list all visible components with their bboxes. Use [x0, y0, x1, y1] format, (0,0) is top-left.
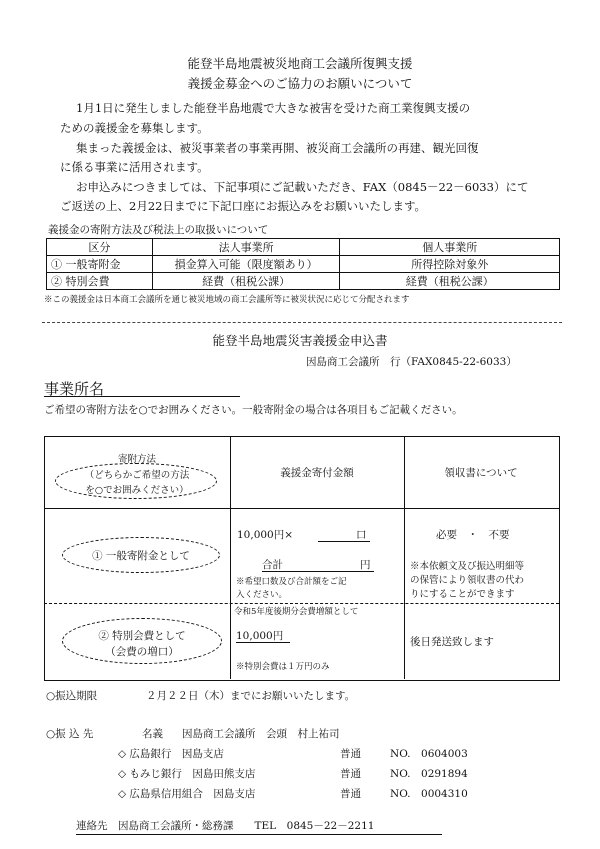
- deadline-label: ○振込期限: [46, 690, 98, 702]
- unit-price: 10,000円×: [237, 529, 294, 541]
- special-fee-note: ※特別会費は１万円のみ: [236, 662, 330, 672]
- special-fee-receipt: 後日発送致します: [410, 636, 494, 648]
- special-fee-amount: 10,000円: [236, 630, 284, 642]
- col-amount-header: 義援金寄付金額: [280, 467, 354, 479]
- intro-line: 1月1日に発生しました能登半島地震で大きな被害を受けた商工業復興支援の: [76, 101, 471, 115]
- table-cell: 損金算入可能（限度額あり）: [152, 256, 340, 273]
- total-suffix: 円: [360, 559, 371, 571]
- total-label: 合計: [262, 559, 283, 571]
- bank-name: ◇ 広島県信用組合 因島支店: [118, 788, 256, 800]
- table-cell: 経費（租税公課）: [340, 273, 560, 290]
- intro-line: お申込みにつきましては、下記事項にご記載いただき、FAX（0845－22－6033）にて: [76, 180, 529, 194]
- bank-name: ◇ もみじ銀行 因島田熊支店: [118, 768, 256, 780]
- account-type: 普通: [340, 788, 361, 800]
- tax-table: [46, 238, 560, 290]
- special-fee-sublabel: （会費の増口）: [105, 646, 179, 658]
- notice-title-line2: 義援金募金へのご協力のお願いについて: [187, 76, 413, 91]
- bank-name: ◇ 広島銀行 因島支店: [118, 748, 224, 760]
- receipt-note: の保管により領収書の代わ: [410, 575, 525, 586]
- account-type: 普通: [340, 768, 361, 780]
- col-receipt-header: 領収書について: [444, 467, 518, 479]
- receipt-note: りにすることができます: [410, 589, 515, 600]
- special-fee-label: ② 特別会費として: [98, 630, 186, 642]
- units-suffix: 口: [356, 529, 367, 541]
- receipt-options[interactable]: 必要 ・ 不要: [436, 529, 510, 541]
- intro-line: ための義援金を募集します。: [60, 121, 209, 135]
- account-number: NO. 0004310: [390, 788, 468, 800]
- table-cell: ② 特別会費: [47, 273, 153, 290]
- col-method-header: （どちらかご希望の方法: [84, 470, 190, 481]
- table-header-row: [47, 239, 560, 256]
- amount-note: 入ください。: [236, 590, 288, 600]
- tax-table-note: ※この義援金は日本商工会議所を通じ被災地域の商工会議所等に被災状況に応じて分配されます: [44, 295, 410, 305]
- office-name-label: 事業所名: [44, 380, 105, 398]
- row-divider: [44, 508, 559, 509]
- transfer-label: ○振 込 先: [46, 728, 94, 740]
- special-fee-period: 令和5年度後期分会費増額として: [234, 607, 359, 617]
- account-number: NO. 0291894: [390, 768, 468, 780]
- account-number: NO. 0604003: [390, 748, 468, 760]
- notice-title-line1: 能登半島地震被災地商工会議所復興支援: [187, 56, 413, 71]
- table-row: [47, 256, 560, 273]
- account-name-label: 名義: [142, 728, 163, 740]
- form-title: 能登半島地震災害義援金申込書: [212, 333, 388, 348]
- form-recipient: 因島商工会議所 行（FAX0845-22-6033）: [306, 356, 517, 368]
- amount-note: ※希望口数及び合計額をご記: [236, 577, 347, 587]
- table-header-cell: 法人事業所: [152, 239, 340, 256]
- table-row: [47, 273, 560, 290]
- table-cell: 所得控除対象外: [340, 256, 560, 273]
- tax-table-caption: 義援金の寄附方法及び税法上の取扱いについて: [48, 224, 269, 236]
- form-instruction: ご希望の寄附方法を○でお囲みください。一般寄附金の場合は各項目もご記載ください。: [44, 404, 463, 416]
- special-fee-underline: [236, 642, 290, 643]
- table-cell: 経費（租税公課）: [152, 273, 340, 290]
- office-name-field[interactable]: [44, 396, 240, 397]
- account-name: 因島商工会議所 会頭 村上祐司: [182, 728, 340, 740]
- cut-line: [42, 322, 562, 323]
- table-cell: ① 一般寄附金: [47, 256, 153, 273]
- row-divider: [44, 603, 559, 604]
- col-method-header: を○でお囲みください）: [85, 485, 189, 496]
- contact-info: 連絡先 因島商工会議所・総務課 TEL 0845－22－2211: [76, 820, 375, 832]
- intro-line: 集まった義援金は、被災事業者の事業再開、被災商工会議所の再建、観光回復: [76, 141, 479, 155]
- general-donation-label: ① 一般寄附金として: [92, 550, 190, 562]
- account-type: 普通: [340, 748, 361, 760]
- contact-underline: [76, 834, 442, 835]
- intro-line: ご返送の上、2月22日までに下記口座にお振込みをお願いいたします。: [60, 199, 427, 213]
- total-field[interactable]: [262, 571, 374, 572]
- table-header-cell: 区分: [47, 239, 153, 256]
- intro-line: に係る事業に活用されます。: [60, 160, 209, 174]
- table-header-cell: 個人事業所: [340, 239, 560, 256]
- col-method-header: 寄附方法: [117, 454, 156, 465]
- receipt-note: ※本依頼文及び振込明細等: [410, 561, 525, 572]
- deadline-text: ２月２２日（木）までにお願いいたします。: [146, 690, 356, 702]
